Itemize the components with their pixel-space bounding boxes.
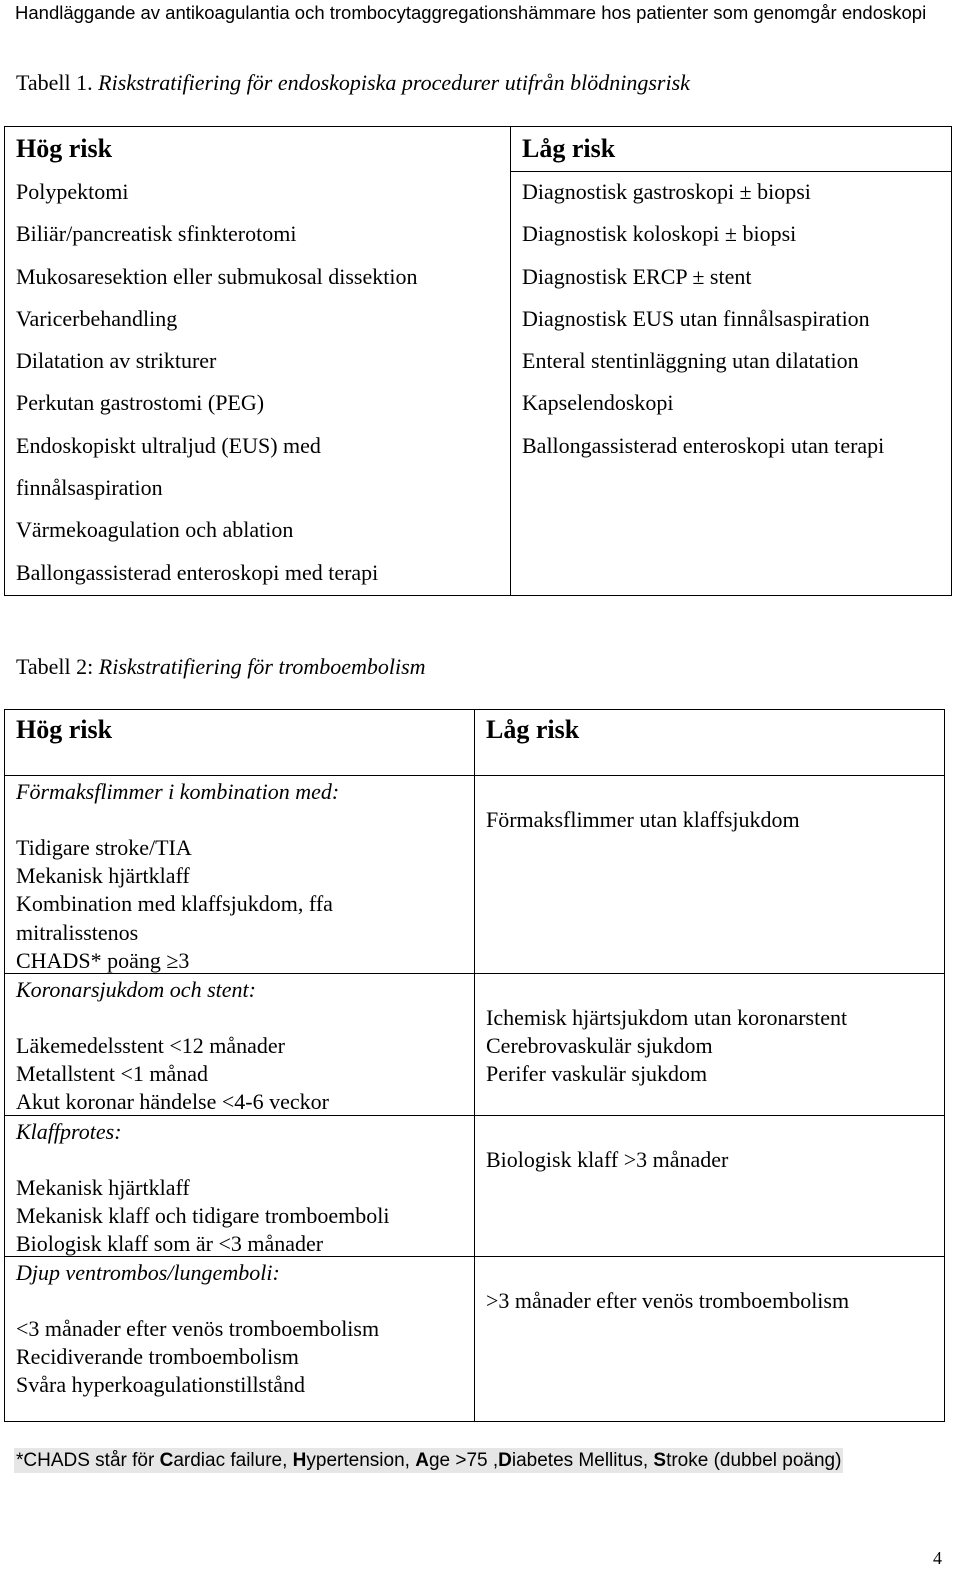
table2-high-risk-item: Akut koronar händelse <4-6 veckor (16, 1089, 329, 1115)
table1-low-risk-item: Enteral stentinläggning utan dilatation (522, 348, 859, 374)
table1-low-risk-item: Diagnostisk ERCP ± stent (522, 263, 752, 289)
footnote-initial: A (415, 1450, 429, 1471)
footnote-text: troke (dubbel poäng) (666, 1450, 842, 1471)
table1-low-risk-item: Ballongassisterad enteroskopi utan terapi (522, 432, 885, 458)
table2-high-risk-item: mitralisstenos (16, 919, 139, 945)
table2-high-risk-item: <3 månader efter venös tromboembolism (16, 1316, 380, 1341)
table1-high-risk-item: Polypektomi (16, 179, 129, 204)
table2-high-risk-item: Kombination med klaffsjukdom, ffa (16, 891, 333, 917)
table2-high-risk-item: Metallstent <1 månad (16, 1061, 209, 1087)
table1-low-risk-item: Diagnostisk EUS utan finnålsaspiration (522, 305, 870, 331)
table1-high-risk-column (16, 127, 417, 594)
running-header: Handläggande av antikoagulantia och trombocytaggregationshämmare hos patienter som genomgår endoskopi (15, 2, 927, 23)
table1-high-risk-item: Dilatation av strikturer (16, 348, 217, 374)
table1-high-risk-item: Ballongassisterad enteroskopi med terapi (16, 559, 379, 585)
chads-footnote (14, 1448, 843, 1473)
table2-high-risk-item: Tidigare stroke/TIA (16, 835, 192, 860)
table2-caption (16, 654, 426, 680)
bleeding-risk-table (4, 126, 952, 596)
table2-caption-title: Riskstratifiering för tromboembolism (98, 654, 426, 679)
footnote-text: ypertension, (306, 1450, 416, 1471)
table1-caption (16, 70, 690, 96)
table2-caption-prefix: Tabell 2: (16, 654, 99, 679)
table2-high-risk-item: Biologisk klaff som är <3 månader (16, 1231, 324, 1257)
table1-caption-title: Riskstratifiering för endoskopiska procedurer utifrån blödningsrisk (98, 70, 690, 95)
table1-low-risk-header: Låg risk (522, 134, 616, 163)
table1-high-risk-item: Biliär/pancreatisk sfinkterotomi (16, 221, 297, 247)
table1-low-risk-item: Diagnostisk koloskopi ± biopsi (522, 221, 797, 247)
table2-low-risk-item: Ichemisk hjärtsjukdom utan koronarstent (486, 1005, 848, 1030)
page-number: 4 (933, 1548, 942, 1568)
table2-low-risk-item: Perifer vaskulär sjukdom (486, 1061, 708, 1087)
table1-low-risk-item: Kapselendoskopi (522, 390, 674, 416)
table2-high-risk-item: Recidiverande tromboembolism (16, 1344, 299, 1370)
footnote-text: ge >75 , (428, 1450, 499, 1471)
table2-section-title: Djup ventrombos/lungemboli: (16, 1260, 280, 1285)
table2-high-risk-cell (16, 1259, 379, 1400)
table2-low-risk-item: Biologisk klaff >3 månader (486, 1147, 729, 1172)
table1-high-risk-item: finnålsaspiration (16, 475, 163, 501)
table1-high-risk-item: Perkutan gastrostomi (PEG) (16, 390, 265, 416)
table2-high-risk-cell (16, 976, 329, 1117)
table2-high-risk-item: Mekanisk klaff och tidigare tromboemboli (16, 1203, 390, 1229)
footnote-initial: S (653, 1450, 667, 1471)
table1-high-risk-header: Hög risk (16, 134, 113, 163)
table2-section-title: Klaffprotes: (16, 1119, 122, 1144)
footnote-initial: C (159, 1450, 174, 1471)
table1-caption-prefix: Tabell 1. (16, 70, 99, 95)
footnote-initial: D (498, 1450, 512, 1471)
thromboembolism-risk-table (4, 709, 945, 1422)
footnote-text: *CHADS står för (16, 1450, 160, 1471)
table2-low-risk-cell (486, 1287, 849, 1315)
table1-low-risk-column (522, 127, 884, 467)
table2-low-risk-cell (486, 806, 800, 834)
table2-high-risk-item: Mekanisk hjärtklaff (16, 863, 190, 889)
table1-high-risk-item: Endoskopiskt ultraljud (EUS) med (16, 432, 321, 458)
table2-high-risk-item: Svåra hyperkoagulationstillstånd (16, 1372, 305, 1398)
table2-high-risk-header: Hög risk (16, 715, 113, 744)
table2-section-title: Förmaksflimmer i kombination med: (16, 779, 340, 804)
table1-low-risk-item: Diagnostisk gastroskopi ± biopsi (522, 179, 811, 204)
table2-high-risk-cell (16, 778, 339, 975)
table2-low-risk-cell (486, 1004, 847, 1089)
footnote-text: iabetes Mellitus, (511, 1450, 654, 1471)
table1-high-risk-item: Värmekoagulation och ablation (16, 517, 294, 543)
table2-low-risk-header: Låg risk (486, 715, 580, 744)
footnote-text: ardiac failure, (173, 1450, 293, 1471)
table2-high-risk-item: CHADS* poäng ≥3 (16, 947, 190, 973)
table2-low-risk-cell (486, 1146, 728, 1174)
table2-high-risk-item: Läkemedelsstent <12 månader (16, 1033, 285, 1058)
table2-low-risk-item: Förmaksflimmer utan klaffsjukdom (486, 807, 800, 832)
table2-low-risk-item: >3 månader efter venös tromboembolism (486, 1288, 850, 1313)
table1-high-risk-item: Mukosaresektion eller submukosal dissektion (16, 263, 418, 289)
table2-high-risk-item: Mekanisk hjärtklaff (16, 1175, 190, 1200)
table2-high-risk-cell (16, 1118, 390, 1259)
table2-section-title: Koronarsjukdom och stent: (16, 977, 256, 1002)
table2-low-risk-item: Cerebrovaskulär sjukdom (486, 1033, 713, 1059)
footnote-initial: H (292, 1450, 307, 1471)
table1-high-risk-item: Varicerbehandling (16, 305, 178, 331)
